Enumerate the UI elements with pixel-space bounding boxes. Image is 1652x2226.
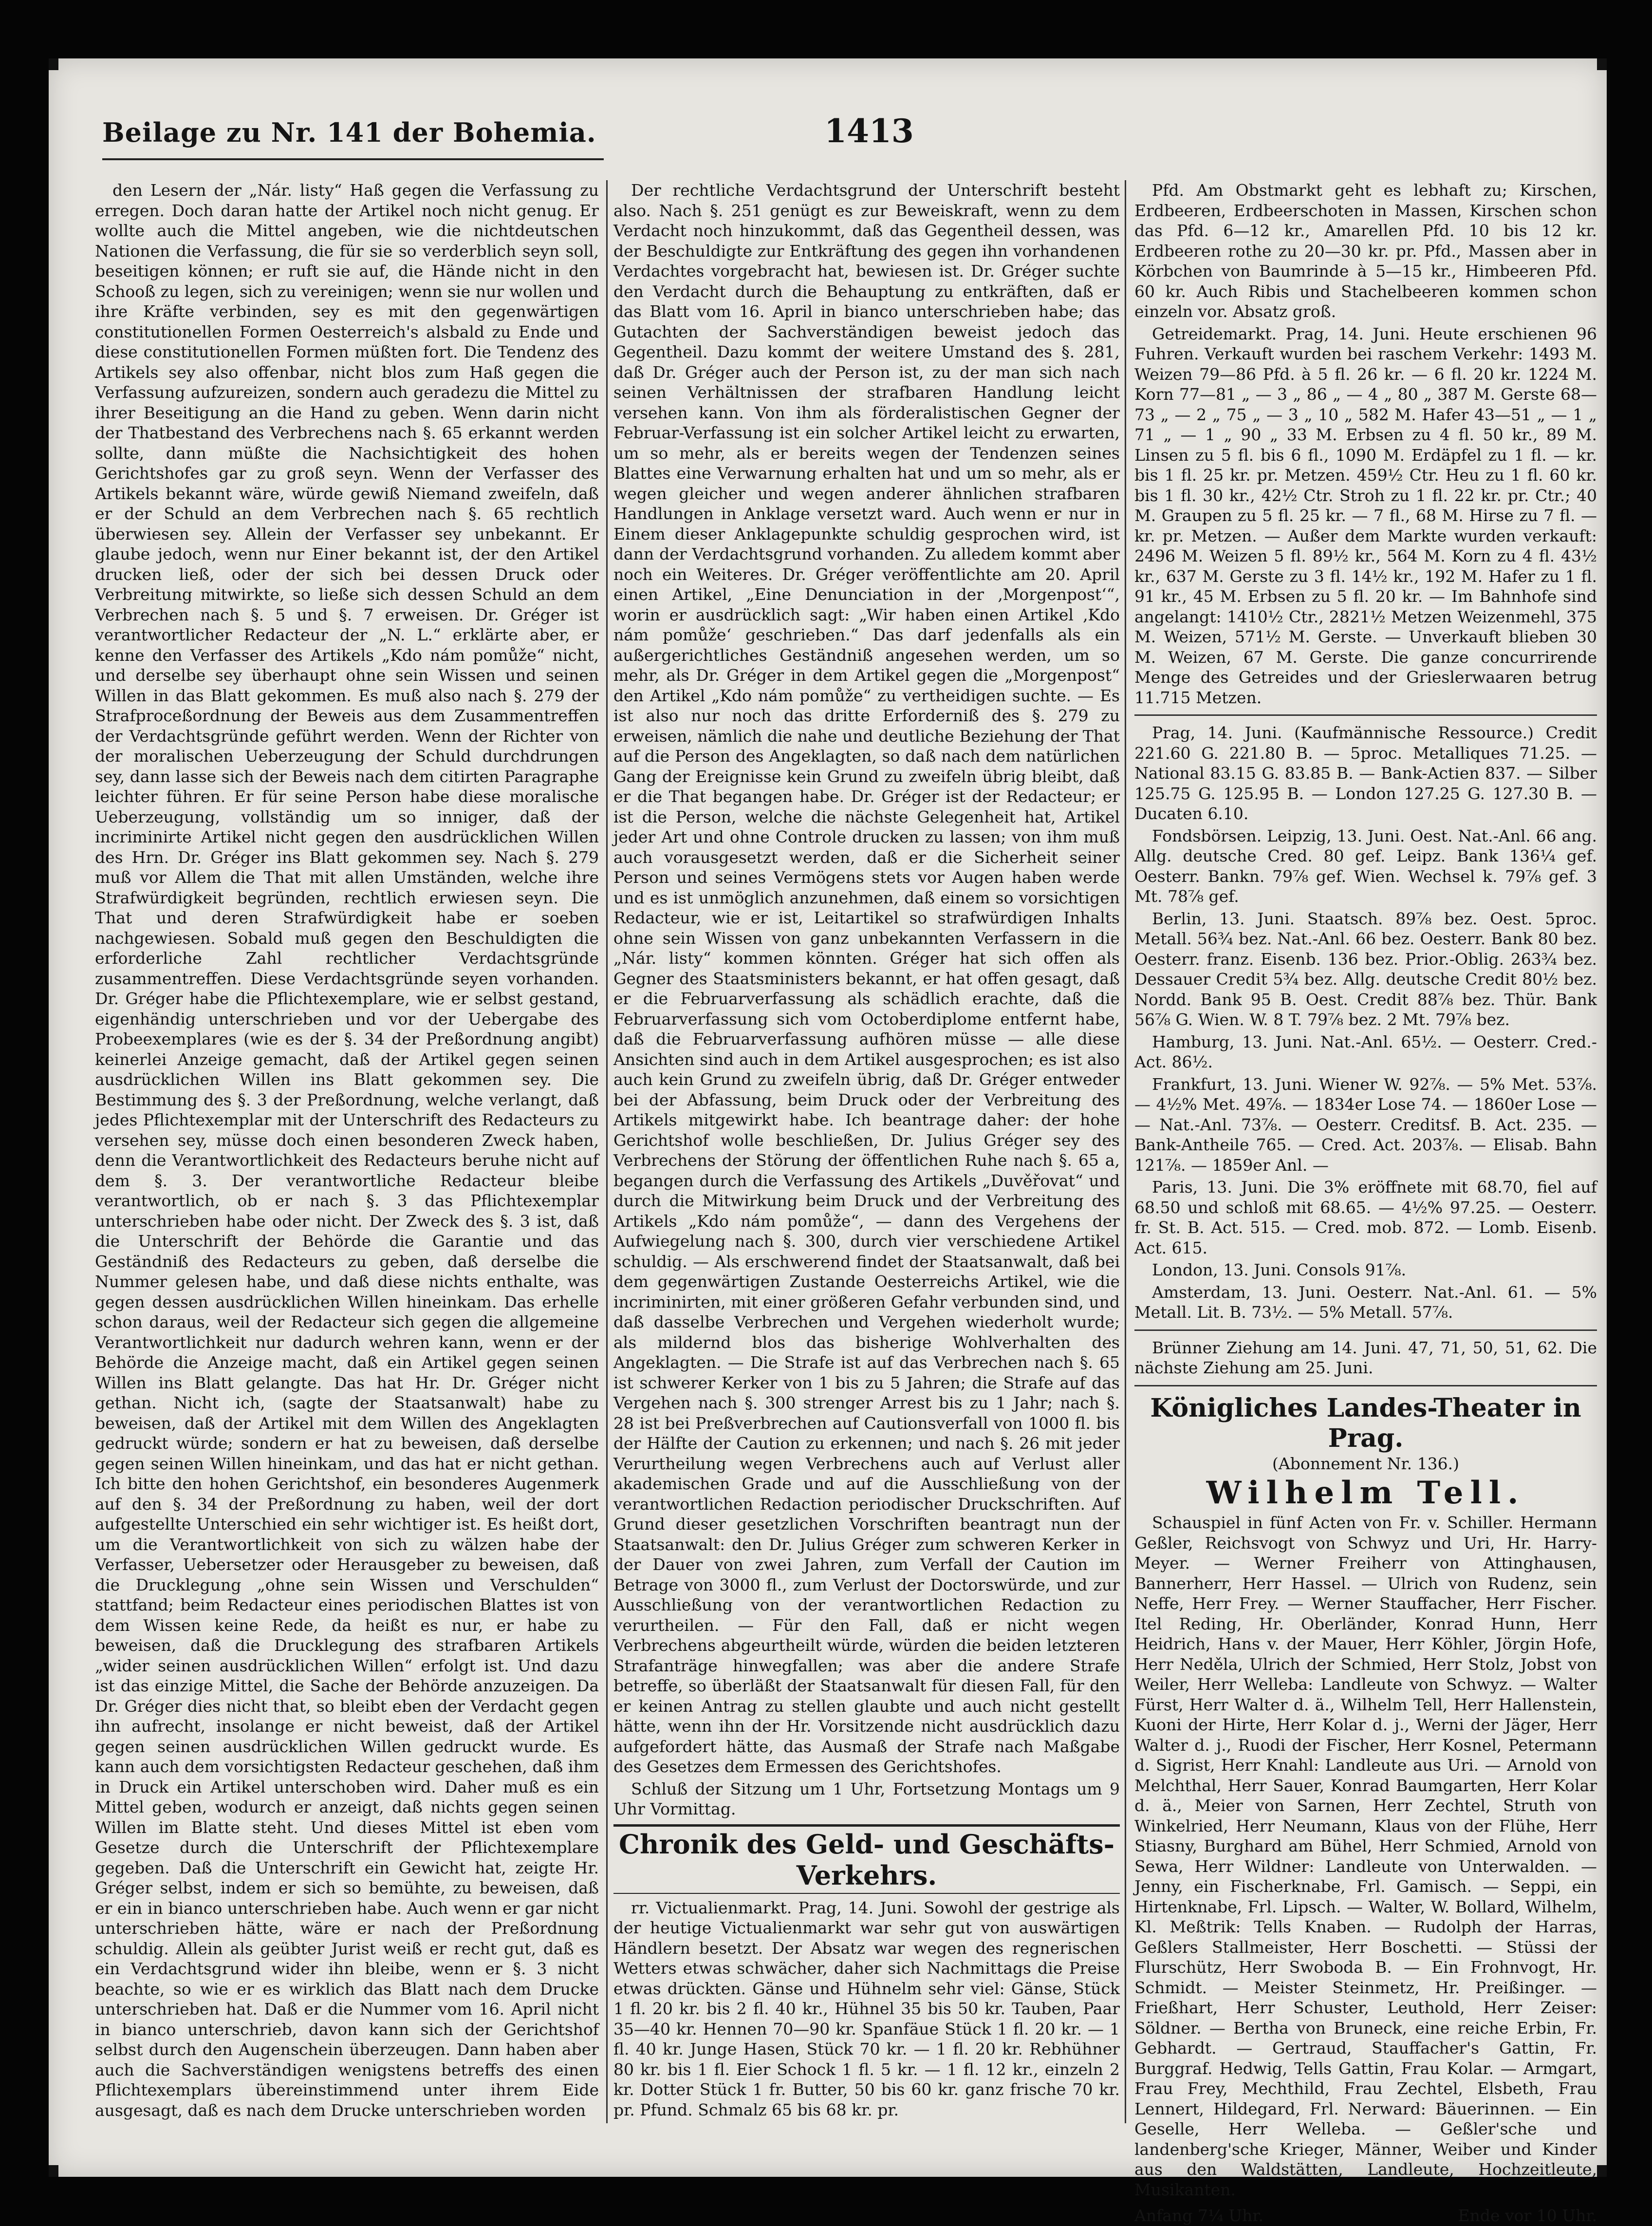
corner-mark bbox=[49, 58, 58, 70]
lottery-draw: Brünner Ziehung am 14. Juni. 47, 71, 50, 51, 62. Die nächste Ziehung am 25. Juni. bbox=[1134, 1338, 1597, 1377]
start-time: Anfang 7¼ Uhr. bbox=[1134, 2206, 1264, 2225]
supplement-title: Beilage zu Nr. 141 der Bohemia. bbox=[102, 117, 596, 148]
header-rule bbox=[102, 158, 604, 160]
article-text: den Lesern der „Nár. listy“ Haß gegen die Verfassung zu erregen. Doch daran hatte der Artikel noch nicht genug. Er wollte auch die Mittel angeben, wie die nichtdeutschen Nationen die Verfassung, die für sie so verderblich seyn soll, beseitigen können; er ruft sie auf, die Hände nicht in den Schooß zu legen, sich zu vereinigen; wenn sie nur wollen und ihre Kräfte verbinden, sey es mit den gegenwärtigen constitutionellen Formen Oesterreich's alsbald zu Ende und diese constitutionellen Formen müßten fort. Die Tendenz des Artikels sey also offenbar, nicht blos zum Haß gegen die Verfassung aufzureizen, sondern auch geradezu die Mittel zu ihrer Beseitigung an die Hand zu geben. Wenn darin nicht der Thatbestand des Verbrechens nach §. 65 erkannt werden sollte, dann müßte die Nachsichtigkeit des hohen Gerichtshofes gar zu groß seyn. Wenn der Verfasser des Artikels bekannt wäre, würde gewiß Niemand zweifeln, daß er der Schuld an dem Verbrechen nach §. 65 rechtlich überwiesen sey. Allein der Verfasser sey unbekannt. Er glaube jedoch, wenn nur Einer bekannt ist, der den Artikel drucken ließ, oder der sich bei dessen Druck oder Verbreitung mitwirkte, so ließe sich dessen Schuld an dem Verbrechen nach §. 5 und §. 7 erweisen. Dr. Gréger ist verantwortlicher Redacteur der „N. L.“ erklärte aber, er kenne den Verfasser des Artikels „Kdo nám pomůže“ nicht, und derselbe sey überhaupt ohne sein Wissen und seinen Willen in das Blatt gekommen. Es muß also nach §. 279 der Strafproceßordnung der Beweis aus dem Zusammentreffen der Verdachtsgründe geführt werden. Wenn der Richter von der moralischen Ueberzeugung der Schuld durchdrungen sey, dann lasse sich der Beweis nach dem citirten Paragraphe leichter führen. Er für seine Person habe diese moralische Ueberzeugung, vollständig um so inniger, daß der incriminirte Artikel nicht gegen den ausdrücklichen Willen des Hrn. Dr. Gréger ins Blatt gekommen sey. Nach §. 279 muß vor Allem die That mit allen Umständen, welche ihre Strafwürdigkeit begründen, rechtlich erwiesen seyn. Die That und deren Strafwürdigkeit habe er soeben nachgewiesen. Sobald muß gegen den Beschuldigten die erforderliche Zahl rechtlicher Verdachtsgründe zusammentreffen. Diese Verdachtsgründe seyen vorhanden. Dr. Gréger habe die Pflichtexemplare, wie er selbst gestand, eigenhändig unterschrieben und vor der Uebergabe des Probeexemplares (wie es der §. 34 der Preßordnung angibt) keinerlei Anzeige gemacht, daß der Artikel gegen seinen ausdrücklichen Willen ins Blatt gekommen sey. Die Bestimmung des §. 3 der Preßordnung, welche verlangt, daß jedes Pflichtexemplar mit der Unterschrift des Redacteurs zu versehen sey, müsse doch einen besonderen Zweck haben, denn die Verantwortlichkeit des Redacteurs beruhe nicht auf dem §. 3. Der verantwortliche Redacteur bleibe verantwortlich, ob er nach §. 3 das Pflichtexemplar unterschrieben habe oder nicht. Der Zweck des §. 3 ist, daß die Unterschrift der Behörde die Garantie und das Geständniß des Redacteurs zu geben, daß derselbe die Nummer gelesen habe, und daß diese nichts enthalte, was gegen dessen ausdrücklichen Willen hineinkam. Das erhelle schon daraus, weil der Redacteur sich gegen die allgemeine Verantwortlichkeit nur dadurch wehren kann, wenn er der Behörde die Anzeige macht, daß ein Artikel gegen seinen Willen ins Blatt gelangte. Das hat Hr. Dr. Gréger nicht gethan. Nicht ich, (sagte der Staatsanwalt) habe zu beweisen, daß der Artikel mit dem Willen des Angeklagten gedruckt würde; sondern er hat zu beweisen, daß derselbe gegen seinen Willen hineinkam, und das hat er nicht gethan. Ich bitte den hohen Gerichtshof, ein besonderes Augenmerk auf den §. 34 der Preßordnung zu haben, weil der dort aufgestellte Unterschied ein sehr wichtiger ist. Es heißt dort, um die Verantwortlichkeit von sich zu wälzen habe der Verfasser, Uebersetzer oder Herausgeber zu beweisen, daß die Drucklegung „ohne sein Wissen und Verschulden“ stattfand; beim Redacteur eines periodischen Blattes ist von dem Wissen keine Rede, da heißt es nur, er habe zu beweisen, daß die Drucklegung des strafbaren Artikels „wider seinen ausdrücklichen Willen“ erfolgt ist. Und dazu ist das einzige Mittel, die Sache der Behörde anzuzeigen. Da Dr. Gréger dies nicht that, so bleibt eben der Verdacht gegen ihn aufrecht, insolange er nicht beweist, daß der Artikel gegen seinen ausdrücklichen Willen gedruckt wurde. Es kann auch dem vorsichtigsten Redacteur geschehen, daß ihm in Druck ein Artikel unterschoben wird. Daher muß es ein Mittel geben, wodurch er anzeigt, daß nichts gegen seinen Willen im Blatte steht. Und dieses Mittel ist eben vom Gesetze durch die Unterschrift der Pflichtexemplare gegeben. Daß die Unterschrift ein Gewicht hat, zeigte Hr. Gréger selbst, indem er sich so bemühte, zu beweisen, daß er ein in bianco unterschrieben habe. Auch wenn er gar nicht unterschrieben hätte, wäre er nach der Preßordnung schuldig. Allein als geübter Jurist weiß er recht gut, daß es ein Verdachtsgrund wider ihn bleibe, wenn er §. 3 nicht beachte, so wie er es wirklich das Blatt nach dem Drucke unterschrieben hat. Daß er die Nummer vom 16. April nicht in bianco unterschrieb, davon kann sich der Gerichtshof selbst durch den Augenschein überzeugen. Dann haben aber auch die Sachverständigen wenigstens betreffs des einen Pflichtexemplars übereinstimmend unter ihrem Eide ausgesagt, daß es nach dem Drucke unterschrieben worden bbox=[95, 181, 599, 2120]
column-1 bbox=[95, 180, 599, 2120]
exchange-hamburg: Hamburg, 13. Juni. Nat.-Anl. 65½. — Oesterr. Cred.-Act. 86½. bbox=[1134, 1032, 1597, 1071]
corner-mark bbox=[49, 2165, 58, 2177]
divider bbox=[1134, 714, 1597, 716]
exchange-paris: Paris, 13. Juni. Die 3% eröffnete mit 68.70, fiel auf 68.50 und schloß mit 68.65. — 4½% 97.25. — Oesterr. fr. St. B. Act. 515. — Cred. mob. 872. — Lomb. Eisenb. Act. 615. bbox=[1134, 1178, 1597, 1257]
end-time: Ende vor 10 Uhr. bbox=[1458, 2206, 1597, 2225]
page-number: 1413 bbox=[824, 112, 914, 150]
newspaper-page bbox=[49, 58, 1607, 2225]
column-3 bbox=[1134, 180, 1597, 2225]
play-title: Wilhelm Tell. bbox=[1206, 1475, 1525, 1511]
divider bbox=[1134, 1329, 1597, 1331]
column-2 bbox=[613, 180, 1120, 2123]
session-end-note: Schluß der Sitzung um 1 Uhr, Fortsetzung Montags um 9 Uhr Vormittag. bbox=[613, 1779, 1120, 1818]
column-divider bbox=[606, 180, 608, 2123]
exchange-prague: Prag, 14. Juni. (Kaufmännische Ressource.) Credit 221.60 G. 221.80 B. — 5proc. Metalliques 71.25. — National 83.15 G. 83.85 B. — Bank-Actien 837. — Silber 125.75 G. 125.95 B. — London 127.25 G. 127.30 B. — Ducaten 6.10. bbox=[1134, 723, 1597, 823]
exchange-frankfurt: Frankfurt, 13. Juni. Wiener W. 92⅞. — 5% Met. 53⅞. — 4½% Met. 49⅞. — 1834er Lose 74. — 1860er Lose — — Nat.-Anl. 73⅞. — Oesterr. Creditsf. B. Act. 235. — Bank-Antheile 765. — Cred. Act. 203⅞. — Elisab. Bahn 121⅞. — 1859er Anl. — bbox=[1134, 1074, 1597, 1175]
corner-mark bbox=[1597, 58, 1607, 70]
theatre-title: Königliches Landes-Theater in Prag. bbox=[1150, 1393, 1581, 1453]
article-text: Der rechtliche Verdachtsgrund der Unterschrift besteht also. Nach §. 251 genügt es zur Beweiskraft, wenn zu dem Verdacht noch hinzukommt, daß das Gegentheil dessen, was der Beschuldigte zur Entkräftung des gegen ihn vorhandenen Verdachtes vorgebracht hat, bewiesen ist. Dr. Gréger suchte den Verdacht durch die Behauptung zu entkräften, daß er das Blatt vom 16. April in bianco unterschrieben habe; das Gutachten der Sachverständigen beweist jedoch das Gegentheil. Dazu kommt der weitere Umstand des §. 281, daß Dr. Gréger auch der Person ist, zu der man sich nach seinen Verhältnissen der strafbaren Handlung leicht versehen kann. Von ihm als förderalistischen Gegner der Februar-Verfassung ist ein solcher Artikel leicht zu erwarten, um so mehr, als er bereits wegen der Tendenzen seines Blattes eine Verwarnung erhalten hat und um so mehr, als er wegen gleicher und wegen anderer ähnlichen strafbaren Handlungen in Anklage versetzt ward. Auch wenn er nur in Einem dieser Anklagepunkte schuldig gesprochen wird, ist dann der Verdachtsgrund vorhanden. Zu alledem kommt aber noch ein Weiteres. Dr. Gréger veröffentlichte am 20. April einen Artikel, „Eine Denunciation in der ‚Morgenpost‘“, worin er ausdrücklich sagt: „Wir haben einen Artikel ‚Kdo nám pomůže‘ geschrieben.“ Das darf jedenfalls als ein außergerichtliches Geständniß angesehen werden, um so mehr, als Dr. Gréger in dem Artikel gegen die „Morgenpost“ den Artikel „Kdo nám pomůže“ zu vertheidigen suchte. — Es ist also nur noch das dritte Erforderniß des §. 279 zu erweisen, nämlich die nahe und deutliche Beziehung der That auf die Person des Angeklagten, so daß nach dem natürlichen Gang der Ereignisse kein Grund zu zweifeln übrig bleibt, daß er die That begangen habe. Dr. Gréger ist der Redacteur; er ist die Person, welche die nächste Gelegenheit hat, Artikel jeder Art und ohne Controle drucken zu lassen; von ihm muß auch vorausgesetzt werden, daß er die Sicherheit seiner Person und seines Vermögens stets vor Augen haben werde und es ist unmöglich anzunehmen, daß einem so vorsichtigen Redacteur, wie er ist, Leitartikel so strafwürdigen Inhalts ohne sein Wissen von ganz unbekannten Verfassern in die „Nár. listy“ kommen könnten. Gréger hat sich offen als Gegner des Staatsministers bekannt, er hat offen gesagt, daß er die Februarverfassung als schädlich erachte, daß die Februarverfassung sich vom Octoberdiplome entfernt habe, daß die Februarverfassung aufhören müsse — alle diese Ansichten sind auch in dem Artikel ausgesprochen; es ist also auch kein Grund zu zweifeln übrig, daß Dr. Gréger entweder bei der Abfassung, beim Druck oder der Verbreitung des Artikels mitgewirkt habe. Ich beantrage daher: der hohe Gerichtshof wolle beschließen, Dr. Julius Gréger sey des Verbrechens der Störung der öffentlichen Ruhe nach §. 65 a, begangen durch die Verfassung des Artikels „Duvěřovat“ und durch die Mitwirkung beim Druck und der Verbreitung des Artikels „Kdo nám pomůže“, — dann des Vergehens der Aufwiegelung nach §. 300, durch vier verschiedene Artikel schuldig. — Als erschwerend findet der Staatsanwalt, daß bei dem gegenwärtigen Zustande Oesterreichs Artikel, wie die incriminirten, mit einer größeren Gefahr verbunden sind, und daß dasselbe Verbrechen und Vergehen wiederholt wurde; als mildernd blos das bisherige Wohlverhalten des Angeklagten. — Die Strafe ist auf das Verbrechen nach §. 65 ist schwerer Kerker von 1 bis zu 5 Jahren; die Strafe auf das Vergehen nach §. 300 strenger Arrest bis zu 1 Jahr; nach §. 28 ist bei Preßverbrechen auf Cautionsverfall von 1000 fl. bis der Hälfte der Caution zu erkennen; und nach §. 26 mit jeder Verurtheilung wegen Verbrechens auch auf Verlust aller akademischen Grade und auf die Ausschließung von der verantwortlichen Redaction periodischer Druckschriften. Auf Grund dieser gesetzlichen Vorschriften beantragt nun der Staatsanwalt: den Dr. Julius Gréger zum schweren Kerker in der Dauer von zwei Jahren, zum Verfall der Caution im Betrage von 3000 fl., zum Verlust der Doctorswürde, und zur Ausschließung von der verantwortlichen Redaction zu verurtheilen. — Für den Fall, daß er nicht wegen Verbrechens abgeurtheilt würde, würden die beiden letzteren Strafanträge hinwegfallen; was aber die andere Strafe betreffe, so überläßt der Staatsanwalt für diesen Fall, für den er keinen Antrag zu stellen glaubte und auch nicht gestellt hätte, wenn ihn der Hr. Vorsitzende nicht ausdrücklich dazu aufgefordert hätte, das Ausmaß der Strafe nach Maßgabe des Gesetzes dem Ermessen des Gerichtshofes. bbox=[613, 181, 1120, 1776]
exchange-leipzig: Fondsbörsen. Leipzig, 13. Juni. Oest. Nat.-Anl. 66 ang. Allg. deutsche Cred. 80 gef. Leipz. Bank 136¼ gef. Oesterr. Bankn. 79⅞ gef. Wien. Wechsel k. 79⅞ gef. 3 Mt. 78⅞ gef. bbox=[1134, 826, 1597, 906]
cast-list: Schauspiel in fünf Acten von Fr. v. Schiller. Hermann Geßler, Reichsvogt von Schwyz und Uri, Hr. Harry-Meyer. — Werner Freiherr von Attinghausen, Bannerherr, Herr Hassel. — Ulrich von Rudenz, sein Neffe, Herr Frey. — Werner Stauffacher, Herr Fischer. Itel Reding, Hr. Oberländer, Konrad Hunn, Herr Heidrich, Hans v. der Mauer, Herr Köhler, Jörgin Hofe, Herr Neděla, Ulrich der Schmied, Herr Stolz, Jobst von Weiler, Herr Welleba: Landleute von Schwyz. — Walter Fürst, Herr Walter d. ä., Wilhelm Tell, Herr Hallenstein, Kuoni der Hirte, Herr Kolar d. j., Werni der Jäger, Herr Walter d. j., Ruodi der Fischer, Herr Kosnel, Petermann d. Sigrist, Herr Knahl: Landleute aus Uri. — Arnold von Melchthal, Herr Sauer, Konrad Baumgarten, Herr Kolar d. ä., Meier von Sarnen, Herr Zechtel, Struth von Winkelried, Herr Neumann, Klaus von der Flühe, Herr Stiasny, Burghard am Bühel, Herr Schmied, Arnold von Sewa, Herr Wildner: Landleute von Unterwalden. — Jenny, ein Fischerknabe, Frl. Gamisch. — Seppi, ein Hirtenknabe, Frl. Lipsch. — Walter, W. Bollard, Wilhelm, Kl. Meßtrik: Tells Knaben. — Rudolph der Harras, Geßlers Stallmeister, Herr Boschetti. — Stüssi der Flurschütz, Herr Swoboda B. — Ein Frohnvogt, Hr. Schmidt. — Meister Steinmetz, Hr. Preißinger. — Frießhart, Herr Schuster, Leuthold, Herr Zeiser: Söldner. — Bertha von Bruneck, eine reiche Erbin, Fr. Gebhardt. — Gertraud, Stauffacher's Gattin, Fr. Burggraf. Hedwig, Tells Gattin, Frau Kolar. — Armgart, Frau Frey, Mechthild, Frau Zechtel, Elsbeth, Frau Lennert, Hildegard, Frl. Nerward: Bäuerinnen. — Ein Geselle, Herr Welleba. — Geßler'sche und landenberg'sche Krieger, Männer, Weiber und Kinder aus den Waldstätten, Landleute, Hochzeitleute, Musikanten. bbox=[1134, 1513, 1597, 2199]
exchange-berlin: Berlin, 13. Juni. Staatsch. 89⅞ bez. Oest. 5proc. Metall. 56¾ bez. Nat.-Anl. 66 bez. Oesterr. Bank 80 bez. Oesterr. franz. Eisenb. 136 bez. Prior.-Oblig. 263¾ bez. Dessauer Credit 5¾ bez. Allg. deutsche Credit 80½ bez. Nordd. Bank 95 B. Oest. Credit 88⅞ bez. Thür. Bank 56⅞ G. Wien. W. 8 T. 79⅞ bez. 2 Mt. 79⅞ bez. bbox=[1134, 909, 1597, 1029]
divider bbox=[1134, 1385, 1597, 1386]
corner-mark bbox=[1597, 2165, 1607, 2177]
exchange-london: London, 13. Juni. Consols 91⅞. bbox=[1152, 1260, 1407, 1279]
theatre-subscription: (Abonnement Nr. 136.) bbox=[1272, 1454, 1459, 1473]
section-title-chronik: Chronik des Geld- und Geschäfts-Verkehrs. bbox=[613, 1824, 1120, 1894]
grain-market-report: Getreidemarkt. Prag, 14. Juni. Heute erschienen 96 Fuhren. Verkauft wurden bei raschem Verkehr: 1493 M. Weizen 79—86 Pfd. à 5 fl. 26 kr. — 6 fl. 20 kr. 1224 M. Korn 77—81 „ — 3 „ 86 „ — 4 „ 80 „ 387 M. Gerste 68—73 „ — 2 „ 75 „ — 3 „ 10 „ 582 M. Hafer 43—51 „ — 1 „ 71 „ — 1 „ 90 „ 33 M. Erbsen zu 4 fl. 50 kr., 89 M. Linsen zu 5 fl. bis 6 fl., 1090 M. Erdäpfel zu 1 fl. — kr. bis 1 fl. 25 kr. pr. Metzen. 459½ Ctr. Heu zu 1 fl. 60 kr. bis 1 fl. 30 kr., 42½ Ctr. Stroh zu 1 fl. 22 kr. pr. Ctr.; 40 M. Graupen zu 5 fl. 25 kr. — 7 fl., 68 M. Hirse zu 7 fl. — kr. pr. Metzen. — Außer dem Markte wurden verkauft: 2496 M. Weizen 5 fl. 89½ kr., 564 M. Korn zu 4 fl. 43½ kr., 637 M. Gerste zu 3 fl. 14½ kr., 192 M. Hafer zu 1 fl. 91 kr., 45 M. Erbsen zu 5 fl. 20 kr. — Im Bahnhofe sind angelangt: 1410½ Ctr., 2821½ Metzen Weizenmehl, 375 M. Weizen, 571½ M. Gerste. — Unverkauft blieben 30 M. Weizen, 67 M. Gerste. Die ganze concurrirende Menge des Getreides und der Grieslerwaaren betrug 11.715 Metzen. bbox=[1134, 324, 1597, 707]
performance-times bbox=[1134, 2206, 1597, 2226]
market-report: Pfd. Am Obstmarkt geht es lebhaft zu; Kirschen, Erdbeeren, Erdbeerschoten in Massen, Kirschen schon das Pfd. 6—12 kr., Amarellen Pfd. 10 bis 12 kr. Erdbeeren rothe zu 20—30 kr. pr. Pfd., Massen aber in Körbchen von Baumrinde à 5—15 kr., Himbeeren Pfd. 60 kr. Auch Ribis und Stachelbeeren kommen schon einzeln vor. Absatz groß. bbox=[1134, 181, 1597, 321]
exchange-amsterdam: Amsterdam, 13. Juni. Oesterr. Nat.-Anl. 61. — 5% Metall. Lit. B. 73½. — 5% Metall. 57⅞. bbox=[1134, 1282, 1597, 1322]
market-report: rr. Victualienmarkt. Prag, 14. Juni. Sowohl der gestrige als der heutige Victualienmarkt war sehr gut von auswärtigen Händlern besetzt. Der Absatz war wegen des regnerischen Wetters etwas schwächer, daher sich Nachmittags die Preise etwas drückten. Gänse und Hühnelm sehr viel: Gänse, Stück 1 fl. 20 kr. bis 2 fl. 40 kr., Hühnel 35 bis 50 kr. Tauben, Paar 35—40 kr. Hennen 70—90 kr. Spanfäue Stück 1 fl. 20 kr. — 1 fl. 40 kr. Junge Hasen, Stück 70 kr. — 1 fl. 20 kr. Rebhühner 80 kr. bis 1 fl. Eier Schock 1 fl. 5 kr. — 1 fl. 12 kr., einzeln 2 kr. Dotter Stück 1 fr. Butter, 50 bis 60 kr. ganz frische 70 kr. pr. Pfund. Schmalz 65 bis 68 kr. pr. bbox=[613, 1898, 1120, 2119]
column-divider bbox=[1125, 180, 1126, 2123]
